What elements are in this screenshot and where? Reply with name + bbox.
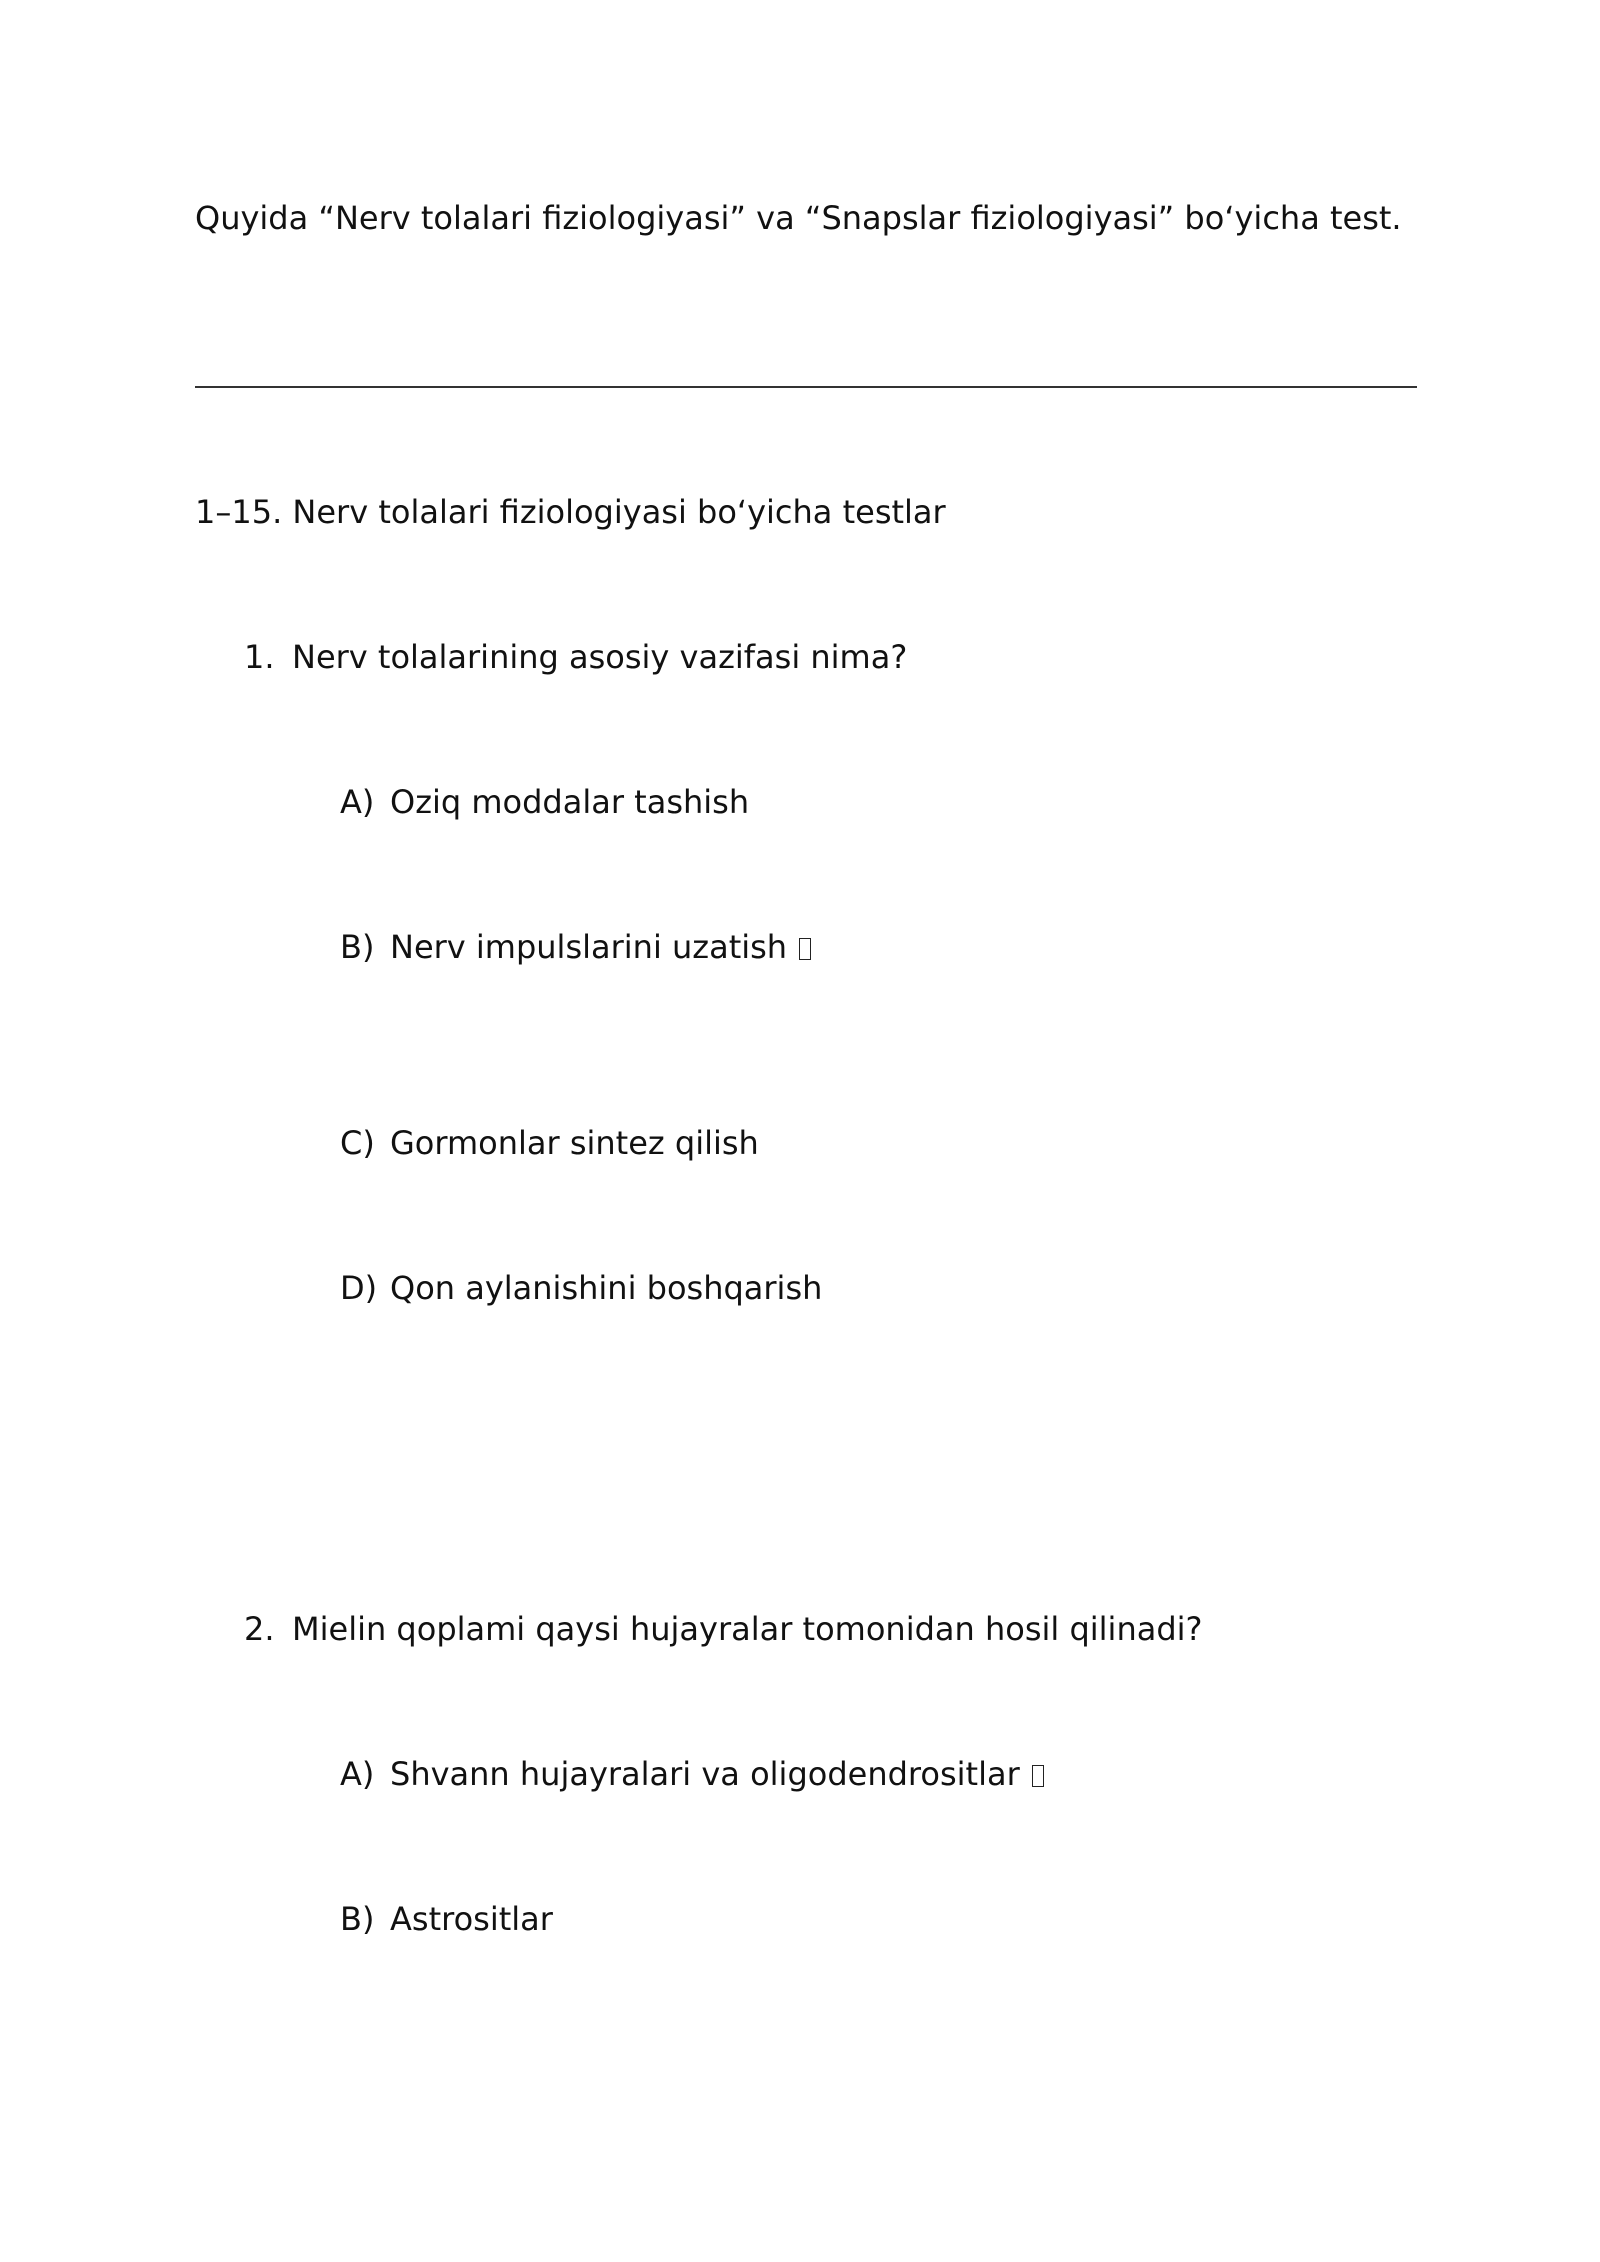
intro-text: Quyida “Nerv tolalari fiziologiyasi” va “Snapslar fiziologiyasi” bo‘yicha test. [195, 199, 1402, 237]
option-text: Qon aylanishini boshqarish [390, 1269, 823, 1307]
option-text: Astrositlar [390, 1900, 553, 1938]
option-text-answer [390, 1754, 1044, 1794]
option-text: Nerv impulslarini uzatish [390, 928, 788, 966]
horizontal-divider [195, 386, 1417, 388]
option-letter: B) [340, 928, 375, 966]
question-text: Nerv tolalarining asosiy vazifasi nima? [292, 638, 908, 676]
answer-mark-icon [1032, 1765, 1044, 1787]
option-text: Gormonlar sintez qilish [390, 1124, 759, 1162]
option-letter: B) [340, 1900, 375, 1938]
option-text: Shvann hujayralari va oligodendrositlar [390, 1755, 1020, 1793]
section-heading: 1–15. Nerv tolalari fiziologiyasi bo‘yicha testlar [195, 493, 946, 531]
question-number: 1. [244, 638, 275, 676]
option-text: Oziq moddalar tashish [390, 783, 750, 821]
question-number: 2. [244, 1610, 275, 1648]
option-letter: D) [340, 1269, 378, 1307]
option-letter: A) [340, 783, 375, 821]
option-letter: C) [340, 1124, 375, 1162]
question-text: Mielin qoplami qaysi hujayralar tomonidan hosil qilinadi? [292, 1610, 1203, 1648]
option-letter: A) [340, 1755, 375, 1793]
option-text-answer [390, 927, 811, 967]
answer-mark-icon [799, 938, 811, 960]
